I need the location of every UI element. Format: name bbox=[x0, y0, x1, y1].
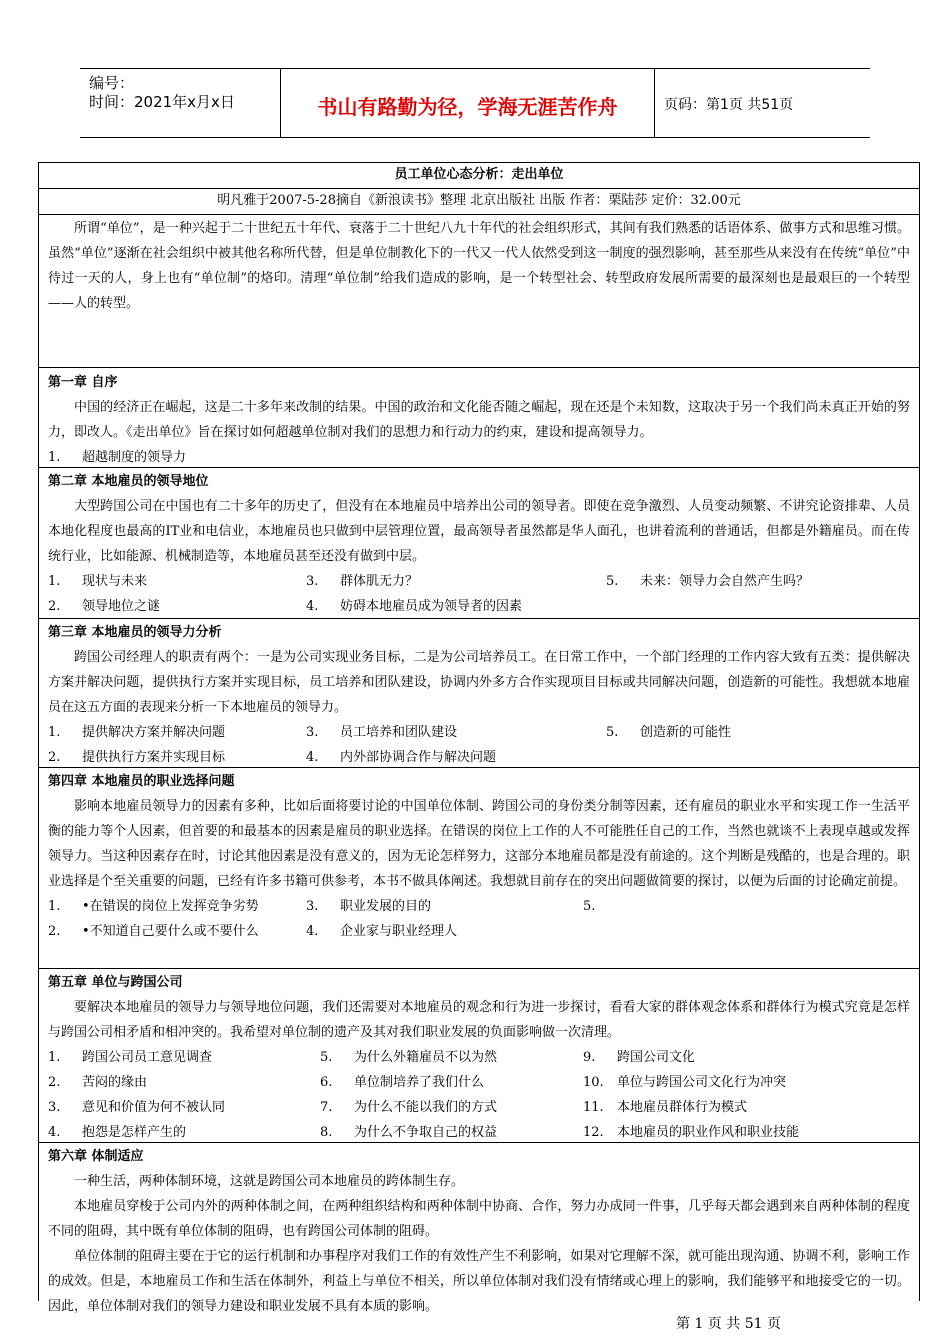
book-source: 明凡雅于2007-5-28摘自《新浪读书》整理 北京出版社 出版 作者：栗陆莎 定价：32.00元 bbox=[39, 189, 919, 215]
intro-paragraph: 所谓“单位”，是一种兴起于二十世纪五十年代、衰落于二十世纪八九十年代的社会组织形式，其间有我们熟悉的话语体系、做事方式和思维习惯。虽然“单位”逐渐在社会组织中被其他名称所代替，但是单位制教化下的一代又一代人依然受到这一制度的强烈影响，甚至那些从来没有在传统“单位”中待过一天的人，身上也有“单位制”的烙印。清理“单位制”给我们造成的影响，是一个转型社会、转型政府发展所需要的最深刻也是最艰巨的一个转型——人的转型。 bbox=[48, 221, 910, 311]
chapter-paragraph: 影响本地雇员领导力的因素有多种，比如后面将要讨论的中国单位体制、跨国公司的身份类分制等因素，还有雇员的职业水平和实现工作一生活平衡的能力等个人因素，但首要的和最基本的因素是雇员的职业选择。在错误的岗位上工作的人不可能胜任自己的工作，当然也就谈不上表现卓越或发挥领导力。当这种因素存在时，讨论其他因素是没有意义的，因为无论怎样努力，这部分本地雇员都是没有前途的。这个判断是残酷的，也是合理的。职业选择是个至关重要的问题，已经有许多书籍可供参考，本书不做具体阐述。我想就目前存在的突出问题做简要的探讨，以便为后面的讨论确定前提。 bbox=[48, 799, 910, 889]
list-item: 3. 群体肌无力？ bbox=[306, 574, 419, 589]
chapter-4 bbox=[39, 768, 919, 969]
list-item: 9. 跨国公司文化 bbox=[583, 1050, 696, 1065]
list-item: 2. 苦闷的缘由 bbox=[48, 1075, 148, 1090]
list-item: 2. 提供执行方案并实现目标 bbox=[48, 750, 226, 765]
chapter-items bbox=[48, 569, 910, 619]
chapter-6 bbox=[39, 1143, 919, 1313]
list-item: 5. 创造新的可能性 bbox=[606, 725, 732, 740]
list-item: 4. 抱怨是怎样产生的 bbox=[48, 1125, 187, 1140]
chapter-title: 第三章 本地雇员的领导力分析 bbox=[48, 625, 222, 640]
page-footer: 第 1 页 共 51 页 bbox=[676, 1316, 781, 1332]
chapter-paragraph: 跨国公司经理人的职责有两个：一是为公司实现业务目标，二是为公司培养员工。在日常工作中，一个部门经理的工作内容大致有五类：提供解决方案并解决问题，提供执行方案并实现目标，员工培养和团队建设，协调内外多方合作实现项目目标或共同解决问题，创造新的可能性。我想就本地雇员在这五方面的表现来分析一下本地雇员的领导力。 bbox=[48, 650, 910, 715]
list-item: 5. 为什么外籍雇员不以为然 bbox=[320, 1050, 498, 1065]
list-item: 11. 本地雇员群体行为模式 bbox=[583, 1100, 748, 1115]
list-item: 6. 单位制培养了我们什么 bbox=[320, 1075, 485, 1090]
chapter-items bbox=[48, 445, 910, 470]
chapter-title: 第六章 体制适应 bbox=[48, 1149, 144, 1164]
chapter-paragraph: 要解决本地雇员的领导力与领导地位问题，我们还需要对本地雇员的观念和行为进一步探讨，看看大家的群体观念体系和群体行为模式究竟是怎样与跨国公司相矛盾和相冲突的。我希望对单位制的遗产及其对我们职业发展的负面影响做一次清理。 bbox=[48, 1000, 910, 1040]
number-label: 编号： bbox=[89, 74, 135, 92]
page-label: 页码：第1页 共51页 bbox=[664, 97, 794, 113]
list-item: 1. 超越制度的领导力 bbox=[48, 450, 187, 465]
chapter-title: 第二章 本地雇员的领导地位 bbox=[48, 474, 209, 489]
list-item: 10. 单位与跨国公司文化行为冲突 bbox=[583, 1075, 787, 1090]
time-label: 时间：2021年x月x日 bbox=[89, 93, 235, 111]
intro-section bbox=[39, 215, 919, 368]
document-header bbox=[80, 68, 870, 138]
list-item: 1. 提供解决方案并解决问题 bbox=[48, 725, 226, 740]
list-item: 1. 现状与未来 bbox=[48, 574, 148, 589]
list-item: 1. •在错误的岗位上发挥竞争劣势 bbox=[48, 899, 259, 914]
content-table bbox=[38, 162, 920, 1314]
list-item: 3. 职业发展的目的 bbox=[306, 899, 432, 914]
chapter-paragraph: 单位体制的阻碍主要在于它的运行机制和办事程序对我们工作的有效性产生不利影响，如果对它理解不深，就可能出现沟通、协调不利，影响工作的成效。但是，本地雇员工作和生活在体制外，利益上与单位不相关，所以单位体制对我们没有情绪或心理上的影响，我们能够平和地接受它的一切。因此，单位体制对我们的领导力建设和职业发展不具有本质的影响。 bbox=[48, 1249, 910, 1314]
chapter-1 bbox=[39, 368, 919, 468]
list-item: 5. 未来：领导力会自然产生吗？ bbox=[606, 574, 810, 589]
list-item: 8. 为什么不争取自己的权益 bbox=[320, 1125, 498, 1140]
book-title: 员工单位心态分析：走出单位 bbox=[39, 163, 919, 189]
header-page-cell bbox=[654, 69, 870, 137]
chapter-2 bbox=[39, 468, 919, 619]
chapter-3 bbox=[39, 619, 919, 768]
motto: 书山有路勤为径，学海无涯苦作舟 bbox=[317, 95, 618, 119]
chapter-paragraph: 中国的经济正在崛起，这是二十多年来改制的结果。中国的政治和文化能否随之崛起，现在还是个未知数，这取决于另一个我们尚未真正开始的努力，即改人。《走出单位》旨在探讨如何超越单位制对我们的思想力和行动力的约束，建设和提高领导力。 bbox=[48, 400, 910, 440]
list-item: 4. 妨碍本地雇员成为领导者的因素 bbox=[306, 599, 523, 614]
list-item: 3. 员工培养和团队建设 bbox=[306, 725, 458, 740]
chapter-paragraph: 一种生活，两种体制环境，这就是跨国公司本地雇员的跨体制生存。 bbox=[74, 1174, 465, 1189]
list-item: 2. 领导地位之谜 bbox=[48, 599, 161, 614]
chapter-paragraph: 大型跨国公司在中国也有二十多年的历史了，但没有在本地雇员中培养出公司的领导者。即使在竞争激烈、人员变动频繁、不讲究论资排辈、人员本地化程度也最高的IT业和电信业，本地雇员也只做到中层管理位置，最高领导者虽然都是华人面孔，也讲着流利的普通话，但都是外籍雇员。而在传统行业，比如能源、机械制造等，本地雇员甚至还没有做到中层。 bbox=[48, 499, 910, 564]
chapter-items bbox=[48, 1045, 910, 1145]
chapter-5 bbox=[39, 969, 919, 1143]
header-meta-cell bbox=[80, 69, 280, 137]
list-item: 7. 为什么不能以我们的方式 bbox=[320, 1100, 498, 1115]
list-item: 4. 企业家与职业经理人 bbox=[306, 924, 458, 939]
list-item: 1. 跨国公司员工意见调查 bbox=[48, 1050, 213, 1065]
list-item: 5. bbox=[583, 899, 596, 914]
list-item: 3. 意见和价值为何不被认同 bbox=[48, 1100, 226, 1115]
chapter-items bbox=[48, 720, 910, 770]
chapter-paragraph: 本地雇员穿梭于公司内外的两种体制之间，在两种组织结构和两种体制中协商、合作，努力办成同一件事，几乎每天都会遇到来自两种体制的程度不同的阻碍，其中既有单位体制的阻碍，也有跨国公司体制的阻碍。 bbox=[48, 1199, 910, 1239]
list-item: 4. 内外部协调合作与解决问题 bbox=[306, 750, 497, 765]
chapter-items bbox=[48, 894, 910, 944]
list-item: 2. •不知道自己要什么或不要什么 bbox=[48, 924, 259, 939]
chapter-title: 第四章 本地雇员的职业选择问题 bbox=[48, 774, 235, 789]
list-item: 12. 本地雇员的职业作风和职业技能 bbox=[583, 1125, 800, 1140]
chapter-title: 第一章 自序 bbox=[48, 375, 118, 390]
chapter-title: 第五章 单位与跨国公司 bbox=[48, 975, 183, 990]
header-motto-cell bbox=[280, 69, 655, 137]
